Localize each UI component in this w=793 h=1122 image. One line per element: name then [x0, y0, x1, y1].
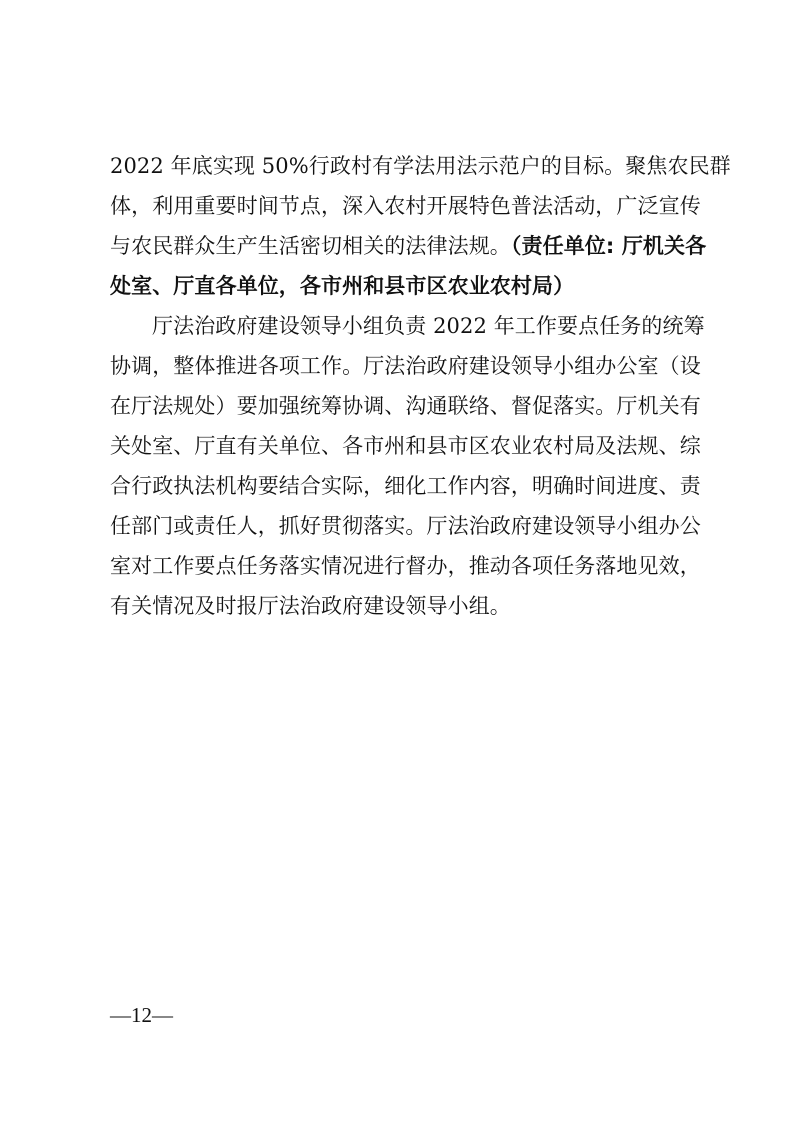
paragraph-2-line-2: 协调，整体推进各项工作。厅法治政府建设领导小组办公室（设: [110, 354, 701, 378]
paragraph-2-line-3: 在厅法规处）要加强统筹协调、沟通联络、督促落实。厅机关有: [110, 394, 701, 418]
paragraph-2-line-1: 厅法治政府建设领导小组负责 2022 年工作要点任务的统筹: [152, 314, 705, 338]
responsibility-note-start: （责任单位: 厅机关各: [510, 234, 707, 258]
page-number: —12—: [110, 1003, 173, 1027]
paragraph-1-line-2: 体，利用重要时间节点，深入农村开展特色普法活动，广泛宣传: [110, 194, 701, 218]
paragraph-2-line-8: 有关情况及时报厅法治政府建设领导小组。: [110, 594, 511, 618]
paragraph-1-line-1: 2022 年底实现 50%行政村有学法用法示范户的目标。聚焦农民群: [110, 154, 731, 178]
paragraph-2-line-7: 室对工作要点任务落实情况进行督办，推动各项任务落地见效，: [110, 554, 701, 578]
paragraph-2-line-4: 关处室、厅直有关单位、各市州和县市区农业农村局及法规、综: [110, 434, 701, 458]
paragraph-1-line-3: [110, 226, 707, 266]
responsibility-note-end: 处室、厅直各单位，各市州和县市区农业农村局）: [110, 274, 575, 298]
paragraph-2-line-5: 合行政执法机构要结合实际，细化工作内容，明确时间进度、责: [110, 474, 701, 498]
paragraph-2-line-6: 任部门或责任人，抓好贯彻落实。厅法治政府建设领导小组办公: [110, 514, 701, 538]
paragraph-1-line-3-text: 与农民群众生产生活密切相关的法律法规。: [110, 234, 511, 258]
